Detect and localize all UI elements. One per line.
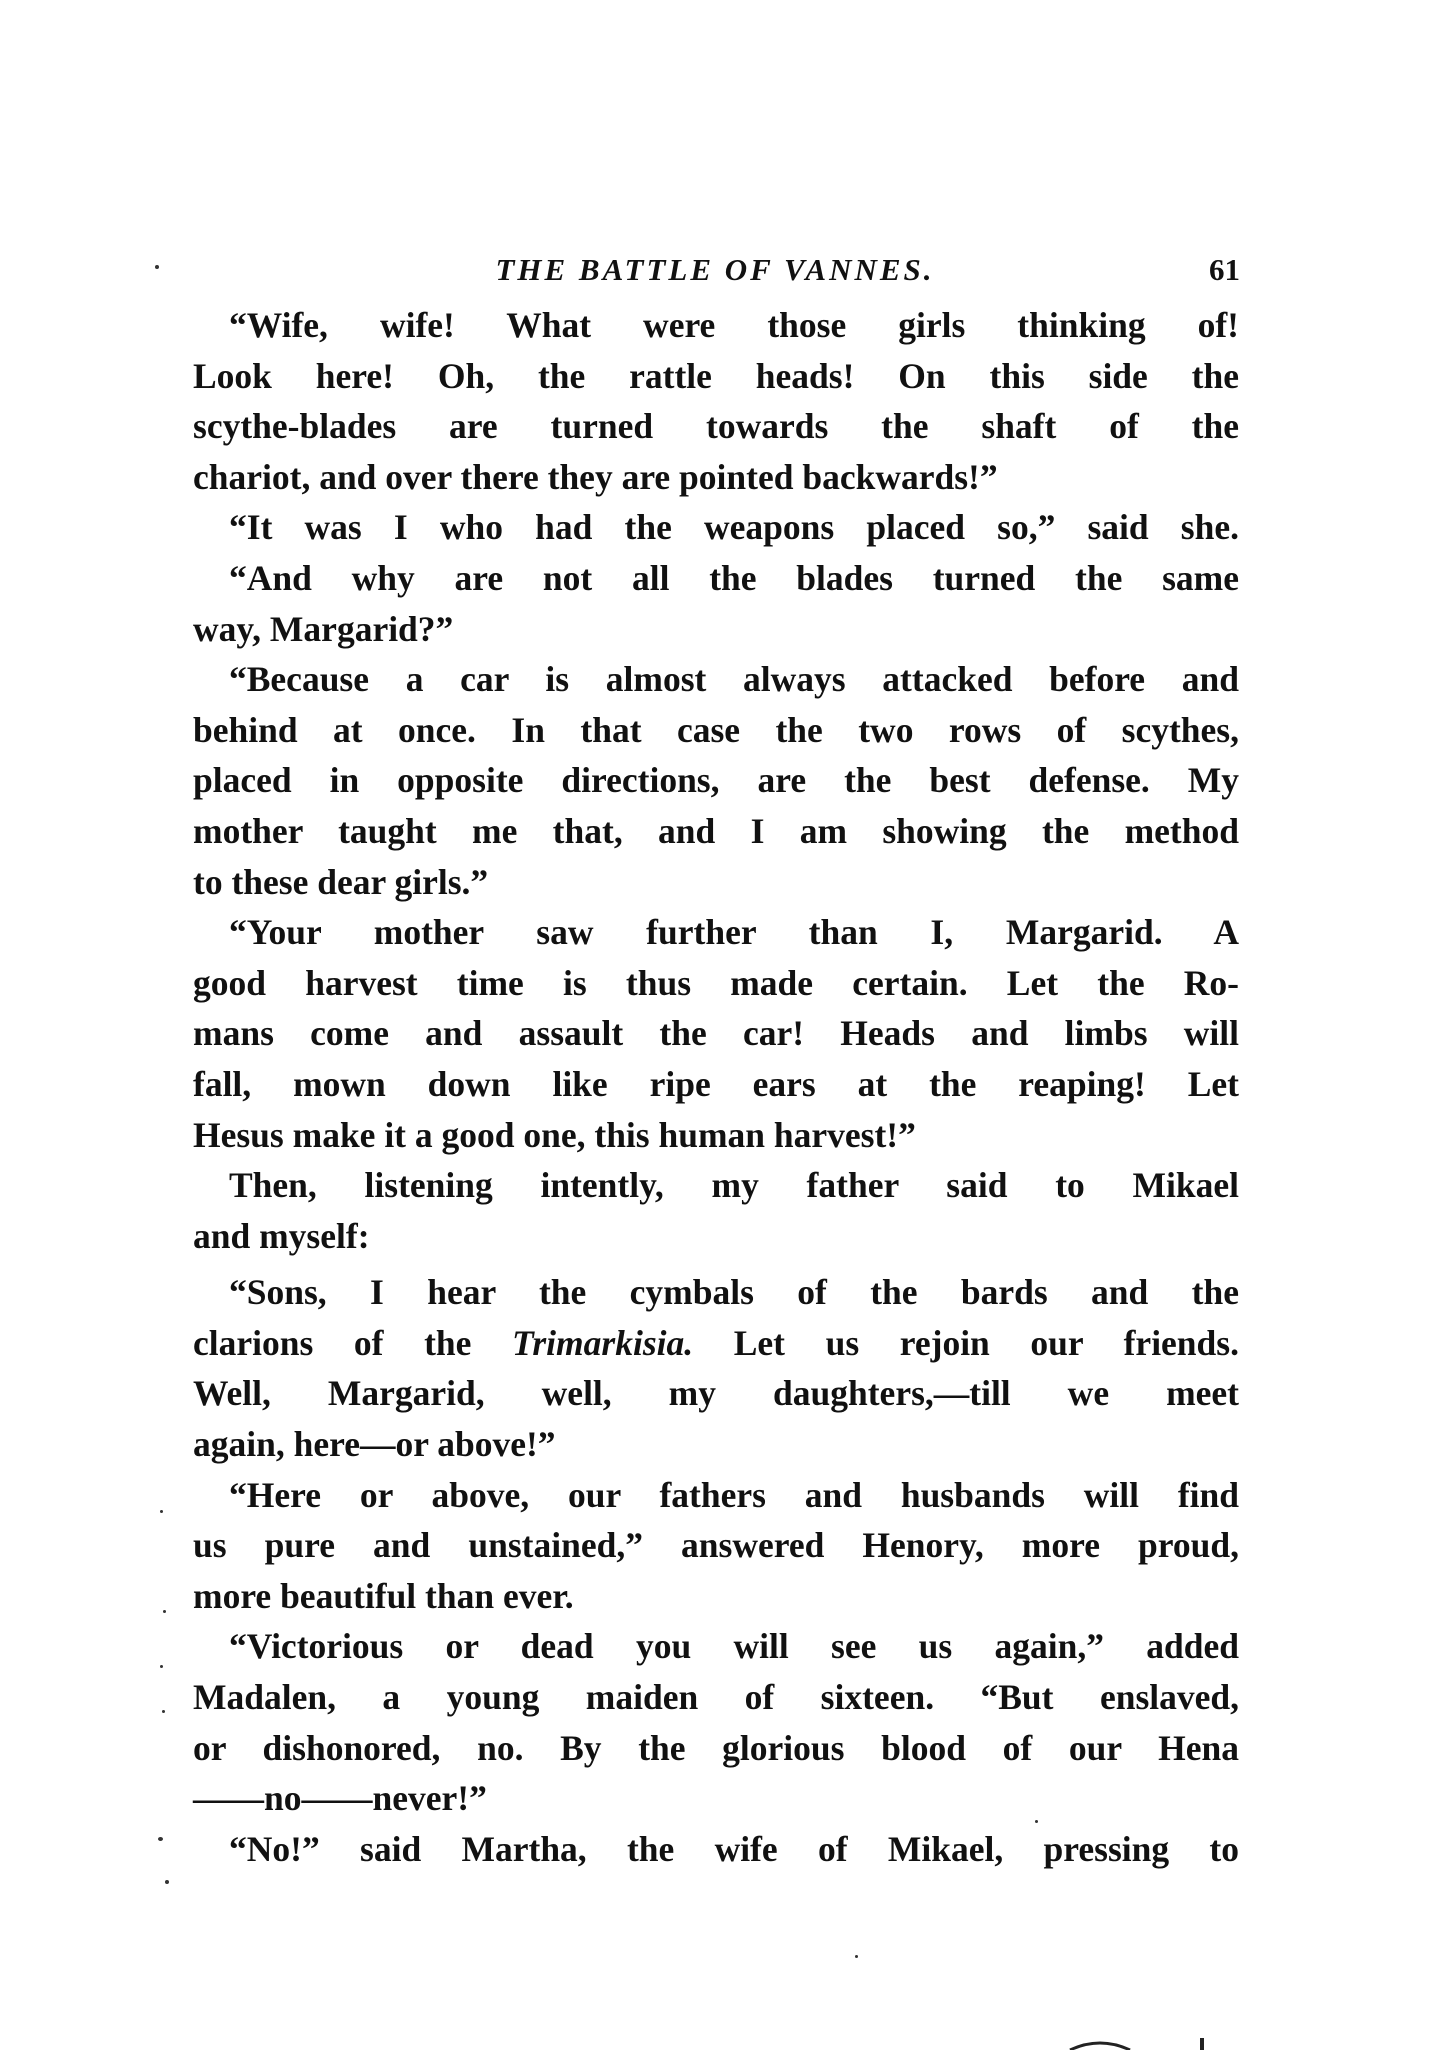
text-segment: clarions of the <box>193 1322 512 1363</box>
running-title: THE BATTLE OF VANNES. <box>495 252 935 287</box>
page-header <box>190 252 1240 292</box>
text-line: “Wife, wife! What were those girls thinking of! <box>229 305 1239 345</box>
text-line: again, here—or above!” <box>193 1424 556 1465</box>
text-line: Then, listening intently, my father said to Mikael <box>229 1165 1239 1206</box>
text-line: to these dear girls.” <box>193 861 489 902</box>
text-line: Well, Margarid, well, my daughters,—till we meet <box>193 1373 1239 1414</box>
text-line: “Because a car is almost always attacked before and <box>229 659 1239 700</box>
margin-speck <box>162 1710 165 1713</box>
text-line: “Sons, I hear the cymbals of the bards and the <box>229 1272 1239 1313</box>
text-line: us pure and unstained,” answered Henory, more proud, <box>193 1525 1239 1566</box>
next-page-bleed-fragment <box>1060 2036 1260 2050</box>
text-line: “Here or above, our fathers and husbands will find <box>229 1474 1239 1515</box>
text-line: chariot, and over there they are pointed backwards!” <box>193 456 998 497</box>
text-line: “It was I who had the weapons placed so,” said she. <box>229 507 1239 548</box>
page-number: 61 <box>1209 252 1240 287</box>
margin-speck <box>158 1837 163 1841</box>
text-line: ——no——never!” <box>193 1778 487 1819</box>
text-line: good harvest time is thus made certain. Let the Ro- <box>193 962 1239 1003</box>
text-line: more beautiful than ever. <box>193 1575 574 1616</box>
text-line: mans come and assault the car! Heads and limbs will <box>193 1013 1239 1054</box>
body-text <box>193 300 1239 1874</box>
margin-speck <box>160 1665 163 1668</box>
text-line: mother taught me that, and I am showing the method <box>193 810 1239 851</box>
text-line: Look here! Oh, the rattle heads! On this side the <box>193 355 1239 396</box>
text-segment: Let us rejoin our friends. <box>693 1322 1239 1363</box>
margin-speck <box>163 1610 166 1613</box>
margin-speck <box>165 1880 169 1884</box>
text-line: “And why are not all the blades turned the same <box>229 557 1239 598</box>
text-line: Madalen, a young maiden of sixteen. “But enslaved, <box>193 1677 1239 1718</box>
margin-speck <box>1035 1820 1038 1823</box>
text-line: way, Margarid?” <box>193 608 454 649</box>
text-line: “Your mother saw further than I, Margarid. A <box>229 912 1239 953</box>
text-line: fall, mown down like ripe ears at the reaping! Let <box>193 1063 1239 1104</box>
text-line: or dishonored, no. By the glorious blood of our Hena <box>193 1727 1239 1768</box>
text-line: behind at once. In that case the two rows of scythes, <box>193 709 1239 750</box>
text-line: and myself: <box>193 1215 370 1256</box>
margin-speck <box>160 1510 163 1513</box>
text-line: scythe-blades are turned towards the shaft of the <box>193 406 1239 447</box>
text-line: Hesus make it a good one, this human harvest!” <box>193 1114 916 1155</box>
text-line <box>193 1318 1239 1369</box>
text-line: “No!” said Martha, the wife of Mikael, pressing to <box>229 1828 1239 1869</box>
margin-speck <box>855 1955 858 1958</box>
margin-speck <box>155 265 159 269</box>
italic-term: Trimarkisia. <box>512 1322 694 1363</box>
text-line: “Victorious or dead you will see us again,” added <box>229 1626 1239 1667</box>
text-line: placed in opposite directions, are the best defense. My <box>193 760 1239 801</box>
